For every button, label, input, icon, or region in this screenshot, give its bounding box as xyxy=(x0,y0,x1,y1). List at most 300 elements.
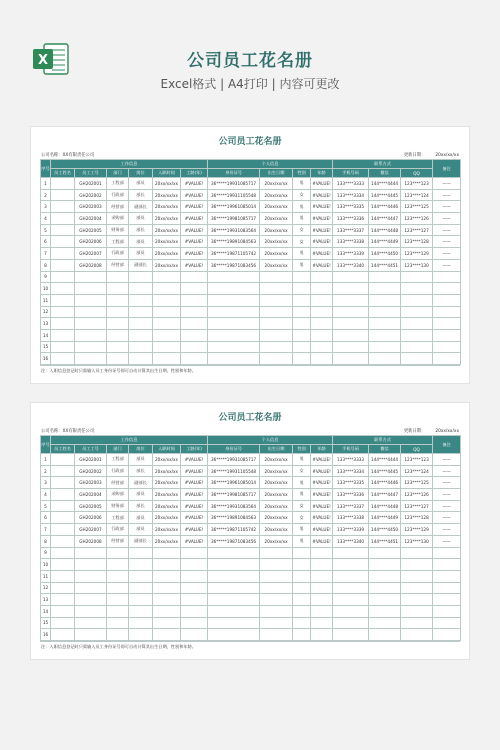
cell-wechat: 144****4447 xyxy=(369,213,401,225)
cell-idcard xyxy=(208,547,260,559)
table-row xyxy=(41,512,461,524)
cell-years: #VALUE! xyxy=(181,454,208,466)
cell-birth: 20xx/xx/xx xyxy=(260,259,293,271)
cell-gender: 女 xyxy=(293,189,311,201)
cell-remark xyxy=(433,318,461,330)
table-row xyxy=(41,224,461,236)
cell-join xyxy=(153,582,181,594)
update-date-value: 20xx/xx/xx xyxy=(435,429,459,434)
cell-age: #VALUE! xyxy=(311,189,333,201)
cell-id: GH202001 xyxy=(75,454,107,466)
cell-years xyxy=(181,570,208,582)
cell-name xyxy=(51,512,75,524)
cell-age xyxy=(311,329,333,341)
header-remark: 备注 xyxy=(433,436,461,454)
cell-remark xyxy=(433,353,461,365)
column-header: 工龄(年) xyxy=(181,169,208,178)
header-contact: 联系方式 xyxy=(333,436,433,445)
cell-age: #VALUE! xyxy=(311,178,333,190)
cell-dept xyxy=(107,353,129,365)
cell-name xyxy=(51,224,75,236)
cell-pos xyxy=(129,306,153,318)
cell-years: #VALUE! xyxy=(181,248,208,260)
cell-join xyxy=(153,594,181,606)
cell-name xyxy=(51,500,75,512)
cell-qq: 123****129 xyxy=(401,524,433,536)
cell-name xyxy=(51,283,75,295)
cell-name xyxy=(51,329,75,341)
cell-dept xyxy=(107,329,129,341)
cell-pos xyxy=(129,329,153,341)
cell-id: GH202001 xyxy=(75,178,107,190)
sheet-preview-2 xyxy=(30,402,470,660)
cell-pos xyxy=(129,617,153,629)
table-row xyxy=(41,178,461,190)
column-header: QQ xyxy=(401,445,433,454)
cell-wechat: 144****4451 xyxy=(369,535,401,547)
cell-seq: 1 xyxy=(41,454,51,466)
cell-qq: 123****123 xyxy=(401,178,433,190)
cell-name xyxy=(51,535,75,547)
cell-seq: 2 xyxy=(41,465,51,477)
cell-wechat: 144****4448 xyxy=(369,224,401,236)
cell-seq: 6 xyxy=(41,512,51,524)
cell-idcard xyxy=(208,283,260,295)
cell-id xyxy=(75,629,107,641)
cell-pos xyxy=(129,582,153,594)
cell-join: 20xx/xx/xx xyxy=(153,178,181,190)
cell-dept xyxy=(107,341,129,353)
cell-birth xyxy=(260,353,293,365)
cell-dept: 财务部 xyxy=(107,224,129,236)
cell-seq: 8 xyxy=(41,535,51,547)
roster-table xyxy=(40,159,461,365)
cell-years xyxy=(181,329,208,341)
cell-name xyxy=(51,547,75,559)
cell-idcard xyxy=(208,605,260,617)
cell-dept xyxy=(107,617,129,629)
footnote: 注：入职信息登记时只需输入员工身份证号即可自动计算其出生日期，性别和年龄。 xyxy=(41,644,196,649)
cell-join: 20xx/xx/xx xyxy=(153,454,181,466)
column-header: QQ xyxy=(401,169,433,178)
cell-id: GH202008 xyxy=(75,535,107,547)
cell-remark: —— xyxy=(433,248,461,260)
cell-idcard xyxy=(208,570,260,582)
update-date xyxy=(404,152,459,158)
cell-pos: 部员 xyxy=(129,178,153,190)
cell-dept: 行政部 xyxy=(107,465,129,477)
cell-idcard: 36*****19891084563 xyxy=(208,236,260,248)
cell-years: #VALUE! xyxy=(181,535,208,547)
header-seq: 序号 xyxy=(41,436,51,454)
cell-wechat xyxy=(369,318,401,330)
cell-remark xyxy=(433,271,461,283)
table-row xyxy=(41,318,461,330)
cell-age: #VALUE! xyxy=(311,489,333,501)
cell-idcard: 36*****19871105742 xyxy=(208,248,260,260)
cell-id: GH202002 xyxy=(75,465,107,477)
cell-phone: 133****3339 xyxy=(333,524,369,536)
cell-seq: 4 xyxy=(41,489,51,501)
cell-qq xyxy=(401,559,433,571)
cell-dept: 行政部 xyxy=(107,248,129,260)
cell-qq: 123****125 xyxy=(401,477,433,489)
header-work-info: 工作信息 xyxy=(51,436,208,445)
cell-remark xyxy=(433,547,461,559)
cell-id: GH202003 xyxy=(75,201,107,213)
cell-dept xyxy=(107,294,129,306)
cell-age: #VALUE! xyxy=(311,477,333,489)
cell-gender: 女 xyxy=(293,236,311,248)
table-row xyxy=(41,236,461,248)
cell-name xyxy=(51,271,75,283)
cell-remark: —— xyxy=(433,477,461,489)
table-row xyxy=(41,306,461,318)
cell-birth xyxy=(260,329,293,341)
cell-dept xyxy=(107,582,129,594)
cell-seq: 3 xyxy=(41,201,51,213)
cell-name xyxy=(51,294,75,306)
cell-name xyxy=(51,454,75,466)
cell-dept xyxy=(107,629,129,641)
cell-phone: 133****3337 xyxy=(333,224,369,236)
cell-join: 20xx/xx/xx xyxy=(153,224,181,236)
cell-gender xyxy=(293,306,311,318)
cell-id xyxy=(75,341,107,353)
column-header: 岗位 xyxy=(129,445,153,454)
cell-remark: —— xyxy=(433,259,461,271)
cell-name xyxy=(51,605,75,617)
cell-id xyxy=(75,547,107,559)
cell-gender xyxy=(293,605,311,617)
cell-age xyxy=(311,318,333,330)
cell-wechat xyxy=(369,570,401,582)
cell-years: #VALUE! xyxy=(181,236,208,248)
cell-age: #VALUE! xyxy=(311,236,333,248)
cell-qq: 123****125 xyxy=(401,201,433,213)
cell-id xyxy=(75,582,107,594)
cell-gender: 男 xyxy=(293,201,311,213)
page-title: 公司员工花名册 xyxy=(187,51,313,71)
cell-wechat: 144****4449 xyxy=(369,512,401,524)
cell-years xyxy=(181,559,208,571)
cell-idcard: 36*****19931083564 xyxy=(208,500,260,512)
cell-wechat: 144****4446 xyxy=(369,477,401,489)
cell-id xyxy=(75,594,107,606)
cell-pos: 副部长 xyxy=(129,477,153,489)
cell-seq: 3 xyxy=(41,477,51,489)
logo-letter: X xyxy=(37,53,49,68)
cell-pos xyxy=(129,605,153,617)
cell-id: GH202005 xyxy=(75,224,107,236)
cell-idcard xyxy=(208,306,260,318)
cell-gender: 男 xyxy=(293,213,311,225)
cell-age: #VALUE! xyxy=(311,512,333,524)
column-header: 岗位 xyxy=(129,169,153,178)
cell-idcard: 36*****19871105742 xyxy=(208,524,260,536)
cell-birth xyxy=(260,582,293,594)
cell-wechat xyxy=(369,594,401,606)
cell-join xyxy=(153,617,181,629)
cell-seq: 7 xyxy=(41,524,51,536)
cell-join: 20xx/xx/xx xyxy=(153,189,181,201)
cell-years xyxy=(181,306,208,318)
sheet-preview-1 xyxy=(30,126,470,384)
cell-qq xyxy=(401,570,433,582)
cell-phone: 133****3337 xyxy=(333,500,369,512)
cell-name xyxy=(51,201,75,213)
cell-gender: 男 xyxy=(293,535,311,547)
cell-remark xyxy=(433,283,461,295)
cell-idcard: 36*****19931085717 xyxy=(208,178,260,190)
cell-birth xyxy=(260,271,293,283)
cell-dept: 行政部 xyxy=(107,189,129,201)
cell-wechat: 144****4447 xyxy=(369,489,401,501)
cell-birth xyxy=(260,605,293,617)
cell-name xyxy=(51,248,75,260)
cell-phone: 133****3338 xyxy=(333,512,369,524)
cell-pos: 副部长 xyxy=(129,259,153,271)
cell-gender: 男 xyxy=(293,524,311,536)
cell-phone: 133****3336 xyxy=(333,489,369,501)
cell-remark: —— xyxy=(433,465,461,477)
column-header: 部门 xyxy=(107,445,129,454)
cell-pos xyxy=(129,629,153,641)
cell-gender xyxy=(293,353,311,365)
cell-qq: 123****128 xyxy=(401,512,433,524)
cell-id: GH202007 xyxy=(75,524,107,536)
cell-birth xyxy=(260,570,293,582)
cell-join xyxy=(153,605,181,617)
update-date-label: 更新日期： xyxy=(403,153,426,158)
cell-wechat xyxy=(369,294,401,306)
cell-id xyxy=(75,318,107,330)
cell-seq: 13 xyxy=(41,318,51,330)
cell-seq: 1 xyxy=(41,178,51,190)
cell-years: #VALUE! xyxy=(181,524,208,536)
cell-join: 20xx/xx/xx xyxy=(153,236,181,248)
cell-name xyxy=(51,570,75,582)
cell-wechat: 144****4449 xyxy=(369,236,401,248)
cell-phone: 133****3335 xyxy=(333,201,369,213)
cell-phone: 133****3333 xyxy=(333,178,369,190)
cell-remark xyxy=(433,629,461,641)
table-row xyxy=(41,353,461,365)
cell-qq xyxy=(401,318,433,330)
cell-phone xyxy=(333,318,369,330)
cell-gender xyxy=(293,582,311,594)
cell-gender xyxy=(293,283,311,295)
column-header: 入职时间 xyxy=(153,169,181,178)
cell-phone xyxy=(333,353,369,365)
column-header: 微信 xyxy=(369,445,401,454)
table-row xyxy=(41,547,461,559)
cell-idcard: 36*****19871083456 xyxy=(208,259,260,271)
cell-remark xyxy=(433,329,461,341)
cell-remark xyxy=(433,605,461,617)
cell-join xyxy=(153,629,181,641)
table-row xyxy=(41,213,461,225)
cell-dept xyxy=(107,559,129,571)
cell-id: GH202004 xyxy=(75,213,107,225)
column-header: 员工姓名 xyxy=(51,169,75,178)
cell-dept: 工程部 xyxy=(107,178,129,190)
cell-phone xyxy=(333,617,369,629)
cell-phone: 133****3334 xyxy=(333,189,369,201)
cell-dept xyxy=(107,283,129,295)
cell-qq: 123****123 xyxy=(401,454,433,466)
table-row xyxy=(41,329,461,341)
cell-name xyxy=(51,582,75,594)
column-header: 员工工号 xyxy=(75,169,107,178)
cell-id xyxy=(75,271,107,283)
cell-phone xyxy=(333,271,369,283)
cell-qq: 123****130 xyxy=(401,535,433,547)
cell-idcard xyxy=(208,318,260,330)
cell-join: 20xx/xx/xx xyxy=(153,524,181,536)
cell-birth xyxy=(260,547,293,559)
cell-seq: 11 xyxy=(41,294,51,306)
cell-remark: —— xyxy=(433,524,461,536)
cell-qq xyxy=(401,329,433,341)
cell-years xyxy=(181,629,208,641)
cell-join xyxy=(153,271,181,283)
cell-name xyxy=(51,236,75,248)
header-seq: 序号 xyxy=(41,160,51,178)
cell-seq: 5 xyxy=(41,500,51,512)
banner xyxy=(0,0,500,118)
cell-birth: 20xx/xx/xx xyxy=(260,489,293,501)
cell-wechat xyxy=(369,306,401,318)
cell-pos xyxy=(129,318,153,330)
cell-pos: 部员 xyxy=(129,524,153,536)
cell-dept: 经营部 xyxy=(107,259,129,271)
cell-seq: 5 xyxy=(41,224,51,236)
cell-birth: 20xx/xx/xx xyxy=(260,178,293,190)
cell-wechat: 144****4444 xyxy=(369,454,401,466)
cell-age: #VALUE! xyxy=(311,465,333,477)
column-header: 出生日期 xyxy=(260,169,293,178)
cell-pos xyxy=(129,547,153,559)
cell-years: #VALUE! xyxy=(181,500,208,512)
cell-gender: 男 xyxy=(293,477,311,489)
cell-phone xyxy=(333,341,369,353)
column-header: 身份证号 xyxy=(208,169,260,178)
cell-join xyxy=(153,318,181,330)
cell-years: #VALUE! xyxy=(181,259,208,271)
cell-dept xyxy=(107,271,129,283)
cell-idcard: 36*****19961085014 xyxy=(208,477,260,489)
page-subtitle: Excel格式 | A4打印 | 内容可更改 xyxy=(160,77,340,91)
cell-phone xyxy=(333,283,369,295)
table-row xyxy=(41,189,461,201)
cell-seq: 9 xyxy=(41,547,51,559)
cell-join xyxy=(153,341,181,353)
cell-phone xyxy=(333,582,369,594)
cell-gender xyxy=(293,594,311,606)
cell-idcard xyxy=(208,617,260,629)
cell-age xyxy=(311,570,333,582)
cell-age: #VALUE! xyxy=(311,259,333,271)
cell-years xyxy=(181,594,208,606)
cell-phone: 133****3334 xyxy=(333,465,369,477)
cell-id xyxy=(75,353,107,365)
cell-seq: 15 xyxy=(41,617,51,629)
cell-phone xyxy=(333,329,369,341)
cell-pos xyxy=(129,294,153,306)
cell-dept: 采购部 xyxy=(107,489,129,501)
cell-seq: 7 xyxy=(41,248,51,260)
cell-phone xyxy=(333,294,369,306)
cell-birth xyxy=(260,629,293,641)
cell-gender: 女 xyxy=(293,500,311,512)
update-date-label: 更新日期： xyxy=(403,429,426,434)
cell-years: #VALUE! xyxy=(181,201,208,213)
cell-dept: 经营部 xyxy=(107,535,129,547)
cell-wechat: 144****4445 xyxy=(369,189,401,201)
cell-join: 20xx/xx/xx xyxy=(153,489,181,501)
cell-join xyxy=(153,306,181,318)
cell-birth: 20xx/xx/xx xyxy=(260,477,293,489)
cell-name xyxy=(51,489,75,501)
cell-gender: 女 xyxy=(293,512,311,524)
cell-wechat: 144****4451 xyxy=(369,259,401,271)
cell-pos xyxy=(129,283,153,295)
cell-pos xyxy=(129,570,153,582)
cell-join xyxy=(153,283,181,295)
cell-pos: 部员 xyxy=(129,236,153,248)
cell-phone: 133****3340 xyxy=(333,259,369,271)
cell-join: 20xx/xx/xx xyxy=(153,477,181,489)
cell-idcard: 36*****19871083456 xyxy=(208,535,260,547)
cell-join xyxy=(153,353,181,365)
footnote: 注：入职信息登记时只需输入员工身份证号即可自动计算其出生日期，性别和年龄。 xyxy=(41,368,196,373)
cell-dept xyxy=(107,570,129,582)
header-personal-info: 个人信息 xyxy=(208,160,333,169)
cell-name xyxy=(51,617,75,629)
cell-birth: 20xx/xx/xx xyxy=(260,500,293,512)
cell-remark: —— xyxy=(433,500,461,512)
cell-dept: 工程部 xyxy=(107,236,129,248)
cell-remark xyxy=(433,570,461,582)
table-row xyxy=(41,524,461,536)
cell-pos xyxy=(129,271,153,283)
cell-name xyxy=(51,213,75,225)
cell-join xyxy=(153,559,181,571)
table-row xyxy=(41,582,461,594)
cell-id: GH202005 xyxy=(75,500,107,512)
cell-birth xyxy=(260,318,293,330)
cell-birth xyxy=(260,559,293,571)
cell-qq xyxy=(401,594,433,606)
header-remark: 备注 xyxy=(433,160,461,178)
cell-remark: —— xyxy=(433,213,461,225)
cell-wechat xyxy=(369,629,401,641)
cell-id xyxy=(75,294,107,306)
cell-phone: 133****3338 xyxy=(333,236,369,248)
cell-birth: 20xx/xx/xx xyxy=(260,512,293,524)
cell-seq: 2 xyxy=(41,189,51,201)
cell-remark: —— xyxy=(433,224,461,236)
cell-id xyxy=(75,283,107,295)
cell-seq: 15 xyxy=(41,341,51,353)
cell-birth xyxy=(260,341,293,353)
cell-dept: 工程部 xyxy=(107,512,129,524)
cell-age: #VALUE! xyxy=(311,224,333,236)
cell-qq xyxy=(401,605,433,617)
cell-remark: —— xyxy=(433,512,461,524)
table-row xyxy=(41,477,461,489)
